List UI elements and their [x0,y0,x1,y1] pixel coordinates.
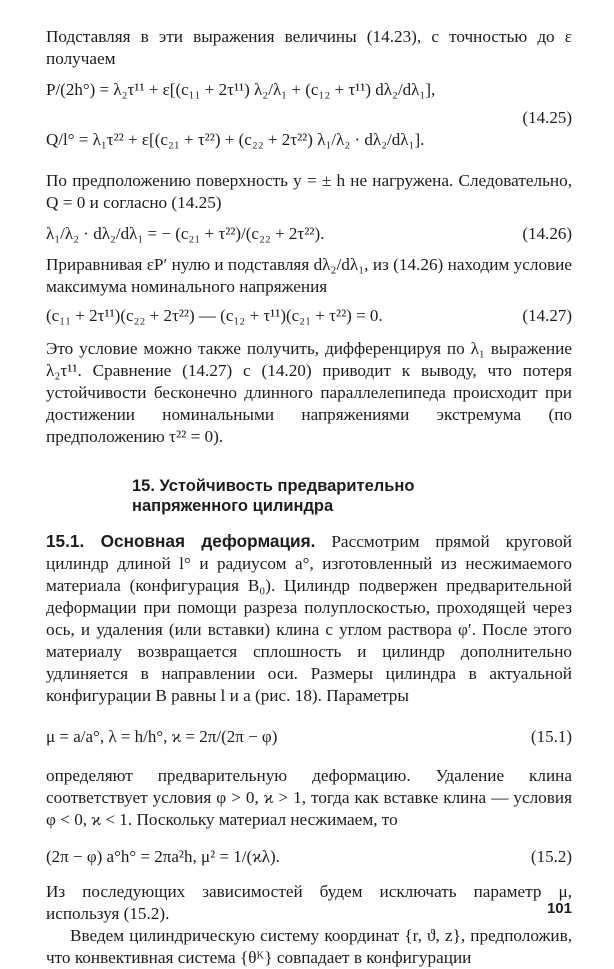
equation-14-26 [46,216,572,254]
equation-15-2-body: (2π − φ) a°h° = 2πa²h, μ² = 1/(ϰλ). [46,847,280,866]
paragraph-introduce: Введем цилиндрическую систему координат {r, ϑ, z}, предположив, что конвективная система {θᴷ} совпадает в конфигурации [46,926,572,967]
paragraph-condition: Это условие можно также получить, дифференцируя по λ₁ выражение λ₂τ¹¹. Сравнение (14.27) с (14.20) приводит к выводу, что потеря устойчивости бесконечно длинного параллелепипеда происходит при достижении номинальными напряжениями экстремума (по предположению τ²² = 0). [46,339,572,446]
section-title-line1: 15. Устойчивость предварительно [132,477,415,495]
equation-15-1-body: μ = a/a°, λ = h/h°, ϰ = 2π/(2π − φ) [46,727,278,746]
page-body [46,26,572,969]
equation-14-27 [46,302,572,332]
equation-15-2 [46,835,572,881]
equation-15-1 [46,713,572,765]
equation-number-14-26: (14.26) [522,224,572,243]
paragraph-cylinder-text: Рассмотрим прямой круговой цилиндр длиной l° и радиусом a°, изготовленный из несжимаемого материала (конфигурация B₀). Цилиндр подвержен предварительной деформации при помощи разреза полуплоскостью, проходящей через ось, и удаления (или вставки) клина с углом раствора φ′. После этого материалу возвращается сплошность и цилиндр дополнительно удлиняется в направлении оси. Размеры цилиндра в актуальной конфигурации B равны l и a (рис. 18). Параметры [46,532,573,705]
paragraph-exclude: Из последующих зависимостей будем исключать параметр μ, используя (15.2). [46,882,572,923]
paragraph-surface: По предположению поверхность y = ± h не нагружена. Следовательно, Q = 0 и согласно (14.25) [46,171,572,212]
paragraph-equate: Приравнивая εP′ нулю и подставляя dλ₂/dλ₁, из (14.26) находим условие максимума номинального напряжения [46,255,572,296]
paragraph-cylinder [46,530,572,707]
equation-14-25-line1: P/(2h°) = λ₂τ¹¹ + ε[(c₁₁ + 2τ¹¹) λ₂/λ₁ + (c₁₂ + τ¹¹) dλ₂/dλ₁], [46,80,436,99]
equation-number-15-2: (15.2) [530,847,572,866]
equation-number-14-27: (14.27) [522,306,572,325]
paragraph-intro: Подставляя в эти выражения величины (14.23), с точностью до ε получаем [46,27,572,68]
page-number: 101 [546,900,572,917]
section-title-line2: напряженного цилиндра [132,497,334,515]
subsection-title: 15.1. Основная деформация. [46,531,316,551]
equation-14-25 [46,74,572,170]
equation-number-14-25: (14.25) [522,108,572,127]
equation-number-15-1: (15.1) [530,727,572,746]
equation-14-27-body: (c₁₁ + 2τ¹¹)(c₂₂ + 2τ²²) — (c₁₂ + τ¹¹)(c₂₁ + τ²²) = 0. [46,306,383,325]
equation-14-25-line2: Q/l° = λ₁τ²² + ε[(c₂₁ + τ²²) + (c₂₂ + 2τ²²) λ₁/λ₂ · dλ₂/dλ₁]. [46,130,425,149]
equation-14-26-body: λ₁/λ₂ · dλ₂/dλ₁ = − (c₂₁ + τ²²)/(c₂₂ + 2τ²²). [46,224,325,243]
paragraph-define: определяют предварительную деформацию. Удаление клина соответствует условия φ > 0, ϰ > 1, тогда как вставке клина — условия φ < 0, ϰ < 1. Поскольку материал несжимаем, то [46,766,572,829]
